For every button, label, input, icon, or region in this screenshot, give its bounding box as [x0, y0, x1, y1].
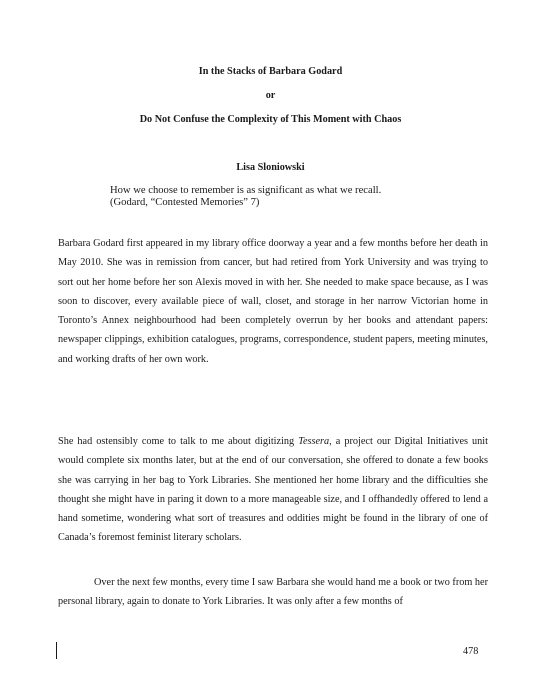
title-line-1: In the Stacks of Barbara Godard — [198, 66, 343, 77]
epigraph-quote: How we choose to remember is as significant as what we recall. — [110, 185, 382, 196]
page-number: 478 — [463, 646, 479, 657]
text-cursor-mark — [56, 642, 57, 659]
paragraph-2-rest: , a project our Digital Initiatives unit would complete six months later, but at the end of our conversation, she offered to donate a few books she was carrying in her bag to York Libraries. She mentioned her home library and the difficulties she thought she might have in paring it down to a more manageable size, and I offhandedly offered to lend a hand sometime, wondering what sort of treasures and oddities might be found in the library of one of Canada’s foremost feminist literary scholars. — [58, 436, 489, 544]
title-line-2: or — [265, 90, 276, 101]
tessera-italic: Tessera — [298, 436, 330, 447]
paragraph-2-start: She had ostensibly come to talk to me about digitizing — [58, 436, 299, 447]
author-name: Lisa Sloniowski — [236, 162, 305, 173]
paragraph-2 — [58, 432, 488, 548]
epigraph-citation: (Godard, “Contested Memories” 7) — [110, 197, 260, 208]
paragraph-3: Over the next few months, every time I saw Barbara she would hand me a book or two from her personal library, again to donate to York Libraries. It was only after a few months of — [58, 577, 488, 608]
title-line-3: Do Not Confuse the Complexity of This Moment with Chaos — [139, 114, 402, 125]
paragraph-1: Barbara Godard first appeared in my library office doorway a year and a few months before her death in May 2010. She was in remission from cancer, but had retired from York University and was trying to sort out her home before her son Alexis moved in with her. She needed to make space because, as I was soon to discover, every available piece of wall, closet, and storage in her narrow Victorian home in Toronto’s Annex neighbourhood had been completely overrun by her books and attendant papers: newspaper clippings, exhibition catalogues, programs, correspondence, student papers, meeting minutes, and working drafts of her own work. — [58, 238, 488, 365]
